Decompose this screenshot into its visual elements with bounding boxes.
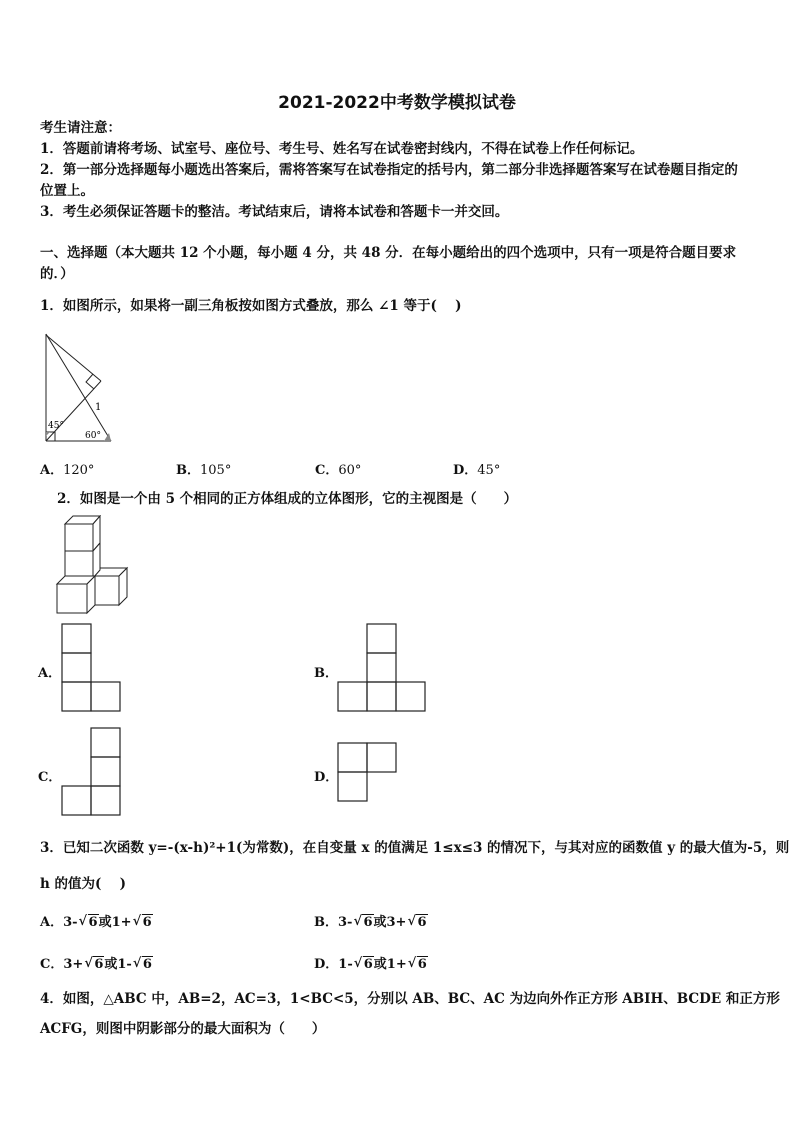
q1-label-angle1: 1	[95, 402, 102, 413]
notice-item-2-cont: 位置上。	[40, 183, 94, 199]
page-title: 2021-2022中考数学模拟试卷	[278, 93, 516, 113]
q4-stem: 4．如图，△ABC 中，AB=2，AC=3，1<BC<5，分别以 AB、BC、AC 为边向外作正方形 ABIH、BCDE 和正方形	[40, 991, 780, 1007]
q3-option-d[interactable]	[314, 953, 428, 972]
radicand: 6	[363, 915, 373, 930]
q1-option-b[interactable]	[176, 459, 231, 478]
q3-option-c-letter: C．	[40, 957, 64, 972]
q3-stem: 3．已知二次函数 y=-(x-h)²+1(为常数)，在自变量 x 的值满足 1≤x≤3 的情况下，与其对应的函数值 y 的最大值为-5，则	[40, 840, 790, 856]
q2-option-d-figure[interactable]	[336, 741, 400, 805]
sqrt-symbol: √ 6	[353, 956, 373, 972]
q1-option-c[interactable]	[315, 459, 361, 478]
q1-option-a[interactable]	[40, 459, 94, 478]
q2-option-c-letter[interactable]: C．	[38, 770, 62, 785]
section-heading: 一、选择题（本大题共 12 个小题，每小题 4 分，共 48 分．在每小题给出的四个选项中，只有一项是符合题目要求	[40, 245, 737, 261]
notice-item-2: 2．第一部分选择题每小题选出答案后，需将答案写在试卷指定的括号内，第二部分非选择题答案写在试卷题目指定的	[40, 162, 738, 178]
q1-option-b-letter: B．	[176, 463, 200, 478]
q3-option-b-letter: B．	[314, 915, 338, 930]
q1-stem: 1．如图所示，如果将一副三角板按如图方式叠放，那么 ∠1 等于( )	[40, 298, 462, 314]
q3-stem-cont: h 的值为( )	[40, 876, 126, 892]
q2-cube-stack-figure	[52, 515, 134, 617]
q3-option-a[interactable]	[40, 911, 153, 930]
notice-heading: 考生请注意：	[40, 120, 121, 136]
notice-item-1: 1．答题前请将考场、试室号、座位号、考生号、姓名写在试卷密封线内，不得在试卷上作任何标记。	[40, 141, 644, 157]
q3-option-c-part2: 1-	[117, 957, 132, 972]
sqrt-symbol: √ 6	[407, 914, 427, 930]
q1-label-angle60: 60°	[85, 431, 101, 441]
q3-option-b-part2: 3+	[386, 915, 407, 930]
q1-label-angle45: 45°	[48, 421, 64, 431]
q1-triangle-figure	[38, 332, 118, 446]
q3-option-b[interactable]	[314, 911, 428, 930]
q2-stem: 2．如图是一个由 5 个相同的正方体组成的立体图形，它的主视图是（ ）	[57, 491, 518, 507]
q3-option-c-part1: 3+	[63, 957, 84, 972]
q2-option-c-figure[interactable]	[60, 726, 124, 818]
or-word: 或	[373, 915, 387, 930]
q1-option-d[interactable]	[453, 459, 500, 478]
q2-option-a-letter[interactable]: A．	[38, 666, 62, 681]
radicand: 6	[363, 957, 373, 972]
or-word: 或	[104, 957, 118, 972]
q1-option-c-text: 60°	[338, 463, 362, 478]
or-word: 或	[373, 957, 387, 972]
q2-option-b-figure[interactable]	[336, 622, 430, 714]
q3-option-a-letter: A．	[40, 915, 64, 930]
q2-option-a-figure[interactable]	[60, 622, 124, 714]
sqrt-symbol: √ 6	[132, 914, 152, 930]
q1-option-b-text: 105°	[200, 463, 232, 478]
radicand: 6	[94, 957, 104, 972]
q3-option-c[interactable]	[40, 953, 153, 972]
q1-option-d-text: 45°	[477, 463, 501, 478]
q1-option-a-text: 120°	[63, 463, 95, 478]
q4-stem-cont: ACFG，则图中阴影部分的最大面积为（ ）	[40, 1021, 326, 1037]
q3-option-d-part1: 1-	[338, 957, 353, 972]
q3-option-a-part2: 1+	[111, 915, 132, 930]
radicand: 6	[88, 915, 98, 930]
q2-option-d-letter[interactable]: D．	[314, 770, 339, 785]
radicand: 6	[417, 957, 427, 972]
q1-option-c-letter: C．	[315, 463, 339, 478]
q2-option-b-letter[interactable]: B．	[314, 666, 338, 681]
sqrt-symbol: √ 6	[78, 914, 98, 930]
q1-option-a-letter: A．	[40, 463, 64, 478]
radicand: 6	[417, 915, 427, 930]
q3-option-d-part2: 1+	[386, 957, 407, 972]
notice-item-3: 3．考生必须保证答题卡的整洁。考试结束后，请将本试卷和答题卡一并交回。	[40, 204, 509, 220]
section-heading-cont: 的．）	[40, 266, 74, 282]
or-word: 或	[98, 915, 112, 930]
sqrt-symbol: √ 6	[407, 956, 427, 972]
radicand: 6	[142, 957, 152, 972]
sqrt-symbol: √ 6	[84, 956, 104, 972]
q3-option-b-part1: 3-	[338, 915, 353, 930]
q3-option-d-letter: D．	[314, 957, 339, 972]
radicand: 6	[142, 915, 152, 930]
q3-option-a-part1: 3-	[63, 915, 78, 930]
sqrt-symbol: √ 6	[353, 914, 373, 930]
q1-option-d-letter: D．	[453, 463, 478, 478]
sqrt-symbol: √ 6	[132, 956, 152, 972]
